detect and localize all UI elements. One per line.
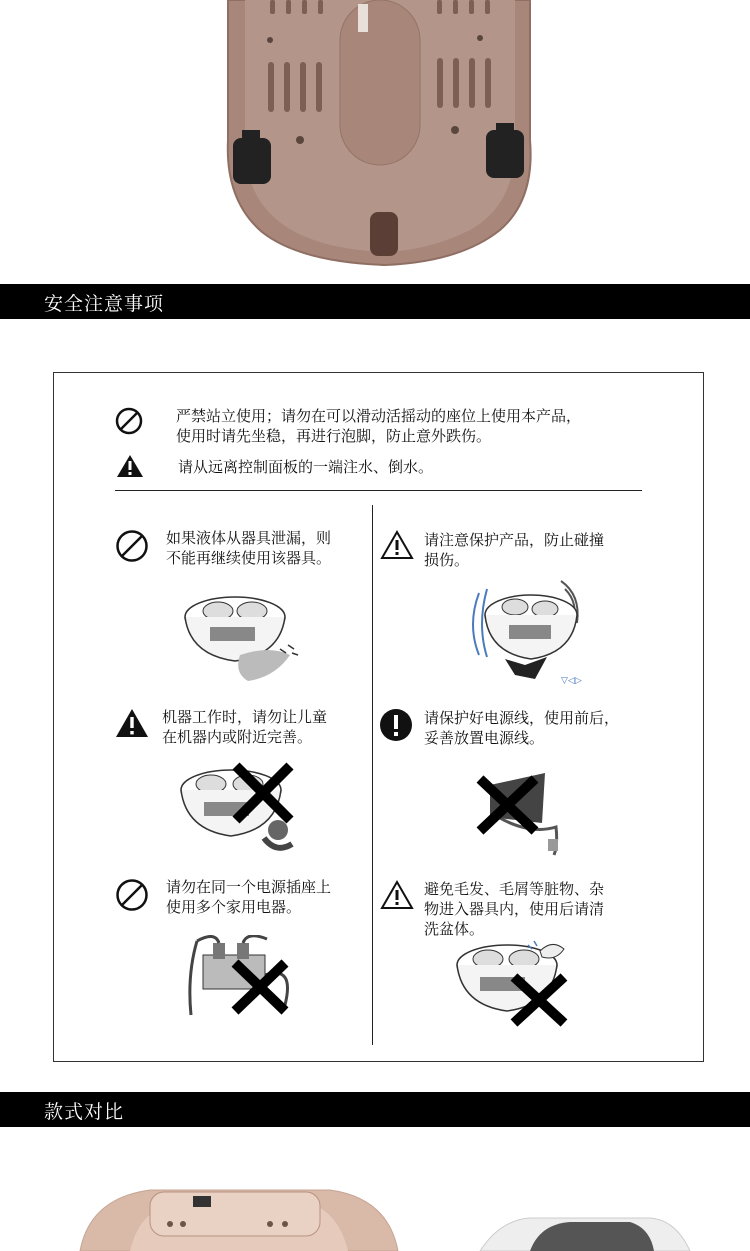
note-no-standing: 严禁站立使用；请勿在可以滑动活摇动的座位上使用本产品， 使用时请先坐稳，再进行泡脚，防止意外跌伤。 <box>176 407 582 445</box>
prohibited-icon <box>115 529 149 563</box>
warning-filled-icon <box>115 708 149 738</box>
note-fill-water: 请从远离控制面板的一端注水、倒水。 <box>178 458 434 476</box>
note-children: 机器工作时，请勿让儿童 在机器内或附近完善。 <box>162 708 328 746</box>
compare-section-title: 款式对比 <box>44 1101 125 1123</box>
product-underside-photo <box>0 0 750 282</box>
divider-vertical <box>372 505 373 1045</box>
impact-foot-bath-illustration <box>465 575 595 690</box>
leaking-foot-bath-illustration <box>180 585 300 685</box>
note-impact: 请注意保护产品，防止碰撞 损伤。 <box>424 531 605 569</box>
note-power-cord: 请保护好电源线，使用前后， 妥善放置电源线。 <box>424 709 620 747</box>
divider-horizontal <box>115 490 642 491</box>
compare-section-header <box>0 1092 750 1127</box>
warning-outline-icon <box>380 880 414 910</box>
warning-filled-icon <box>116 454 144 478</box>
prohibited-icon <box>115 407 143 435</box>
multi-plug-socket-illustration <box>185 935 305 1023</box>
note-multi-plug: 请勿在同一个电源插座上 使用多个家用电器。 <box>166 878 332 916</box>
cord-under-object-illustration <box>470 765 580 860</box>
svg-text:▽◁▷: ▽◁▷ <box>561 676 582 686</box>
note-debris: 避免毛发、毛屑等脏物、杂 物进入器具内，使用后请清 洗盆体。 <box>424 880 605 938</box>
warning-outline-icon <box>380 530 414 560</box>
note-leaking: 如果液体从器具泄漏，则 不能再继续使用该器具。 <box>166 529 332 567</box>
prohibited-icon <box>115 878 149 912</box>
debris-into-bath-illustration <box>452 935 577 1030</box>
safety-section-title: 安全注意事项 <box>44 293 165 315</box>
product-comparison-photos <box>0 1128 750 1251</box>
child-near-bath-illustration <box>176 760 306 860</box>
exclamation-circle-icon <box>379 708 413 742</box>
safety-section-header <box>0 284 750 319</box>
